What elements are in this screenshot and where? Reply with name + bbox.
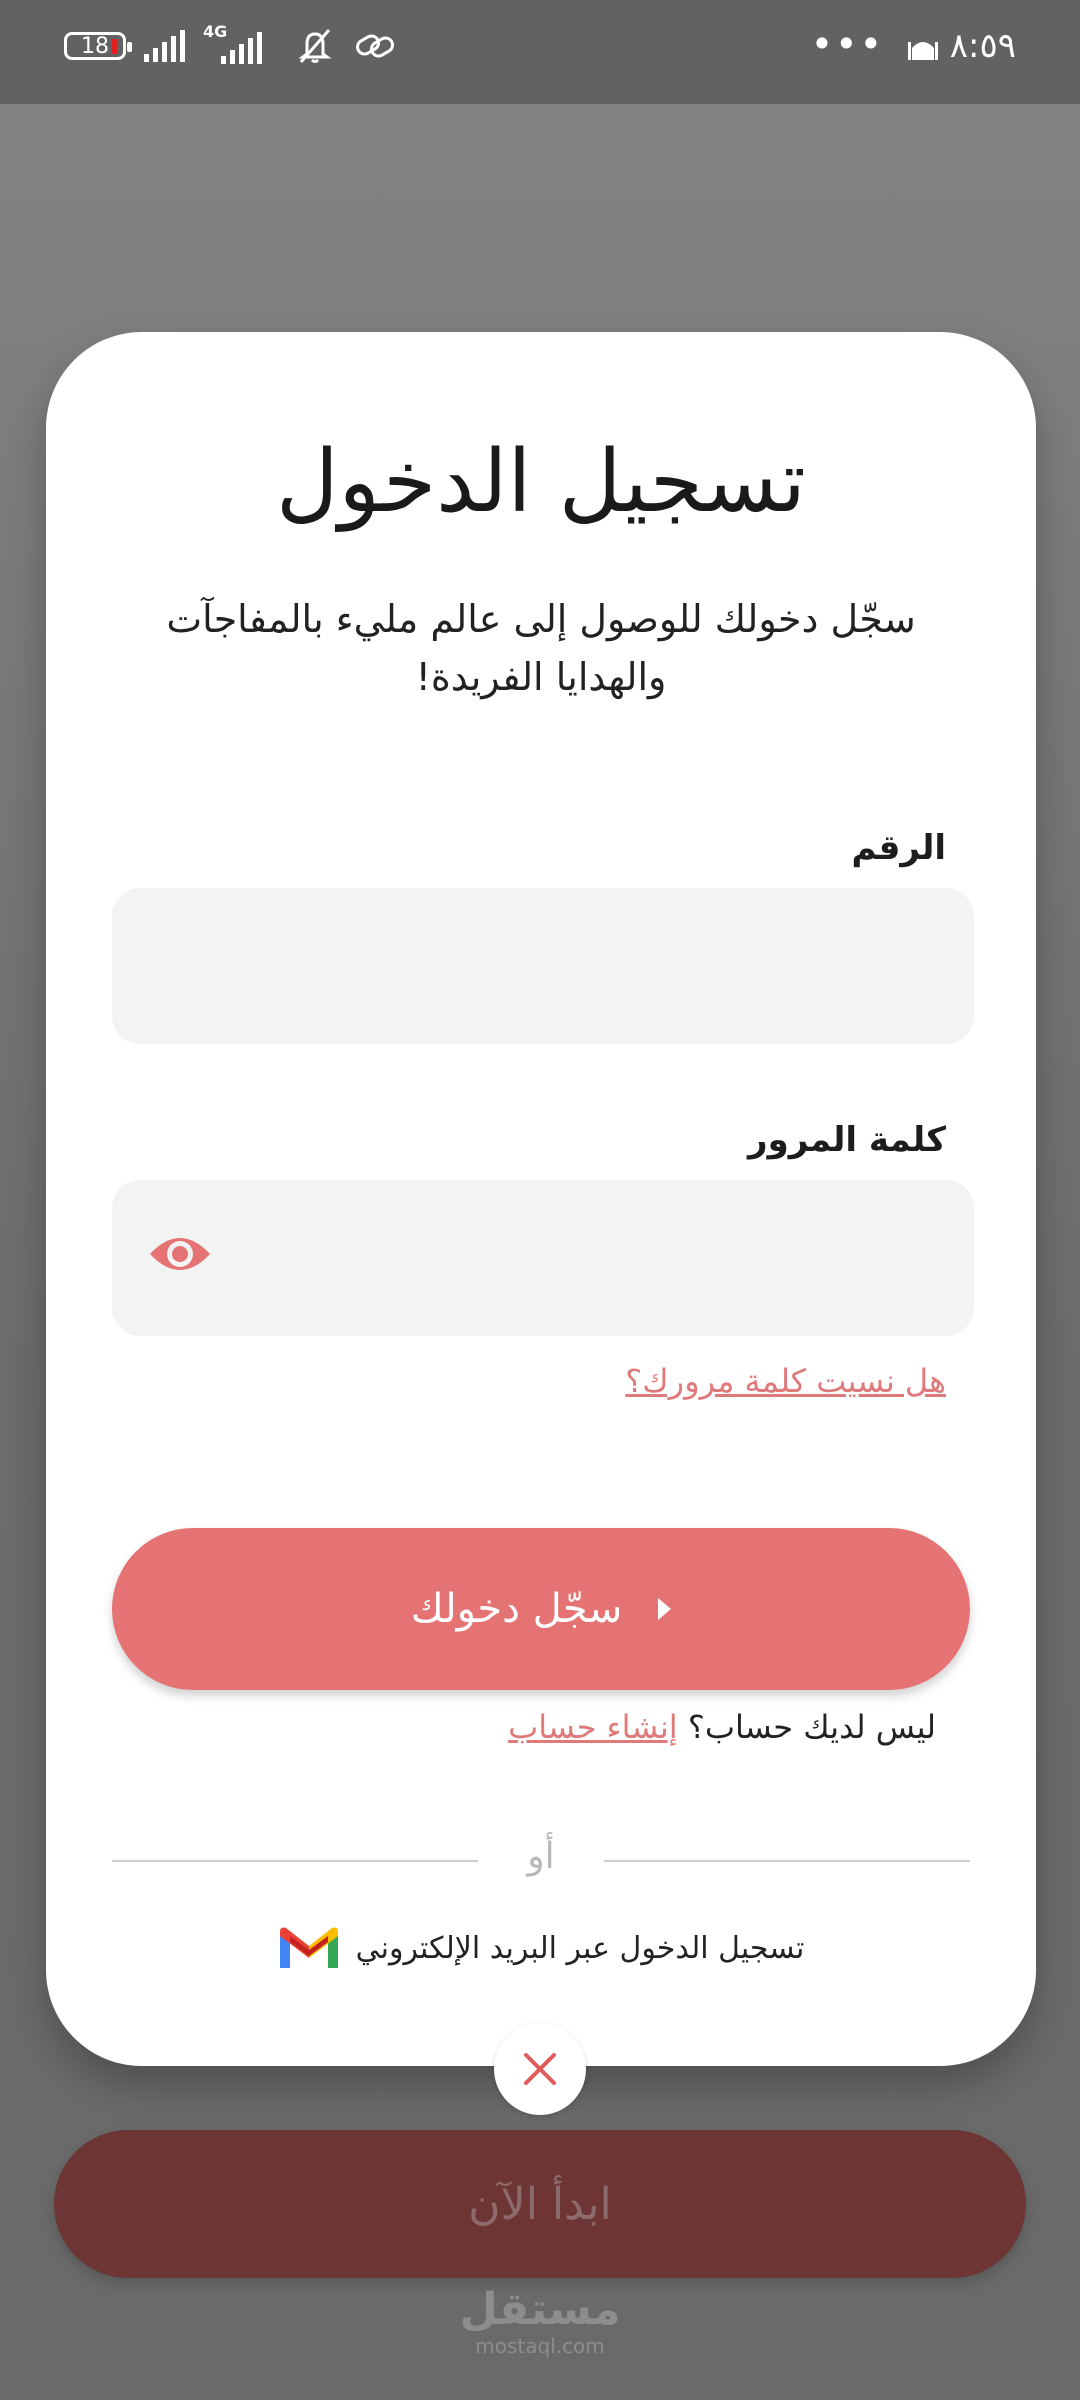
link-icon [353, 26, 397, 66]
signal-4g-icon [203, 22, 277, 64]
eye-icon[interactable] [148, 1228, 212, 1280]
or-separator: أو [527, 1836, 555, 1877]
create-account-link[interactable]: إنشاء حساب [508, 1708, 678, 1746]
battery-level: 18 [81, 33, 109, 59]
watermark-logo: مستقل [459, 2284, 621, 2335]
signal-icon [144, 30, 185, 62]
mosque-icon [906, 30, 940, 64]
close-button[interactable] [494, 2023, 586, 2115]
status-icons-left [64, 22, 397, 66]
status-bar [0, 0, 1080, 104]
play-arrow-icon [658, 1598, 671, 1620]
login-modal [46, 332, 1036, 2066]
email-login-button[interactable] [46, 1924, 1036, 1972]
forgot-password-link[interactable]: هل نسيت كلمة مرورك؟ [625, 1362, 946, 1400]
watermark-url: mostaql.com [475, 2334, 605, 2358]
gmail-icon [278, 1924, 340, 1972]
login-button[interactable] [112, 1528, 970, 1690]
number-label: الرقم [851, 828, 946, 868]
mostaql-watermark [0, 2286, 1080, 2358]
status-dots: ••• [810, 22, 884, 66]
subtitle-line-2: والهدايا الفريدة! [415, 655, 667, 699]
login-subtitle [126, 590, 956, 706]
subtitle-line-1: سجّل دخولك للوصول إلى عالم مليء بالمفاجآت [166, 597, 916, 641]
status-time: ٨:٥٩ [949, 26, 1016, 66]
email-login-label: تسجيل الدخول عبر البريد الإلكتروني [355, 1930, 805, 1966]
login-button-label: سجّل دخولك [410, 1586, 623, 1632]
start-now-button[interactable] [54, 2130, 1026, 2278]
page-title: تسجيل الدخول [276, 432, 806, 532]
no-account-text: ليس لديك حساب؟ [687, 1708, 936, 1746]
battery-icon [64, 32, 126, 60]
network-type: 4G [203, 22, 228, 41]
start-now-label: ابدأ الآن [468, 2178, 612, 2230]
number-input[interactable] [112, 888, 974, 1044]
password-input[interactable] [112, 1180, 974, 1336]
bell-off-icon [295, 26, 335, 66]
signup-row [508, 1708, 936, 1746]
close-icon [522, 2051, 558, 2087]
password-label: كلمة المرور [748, 1120, 946, 1160]
